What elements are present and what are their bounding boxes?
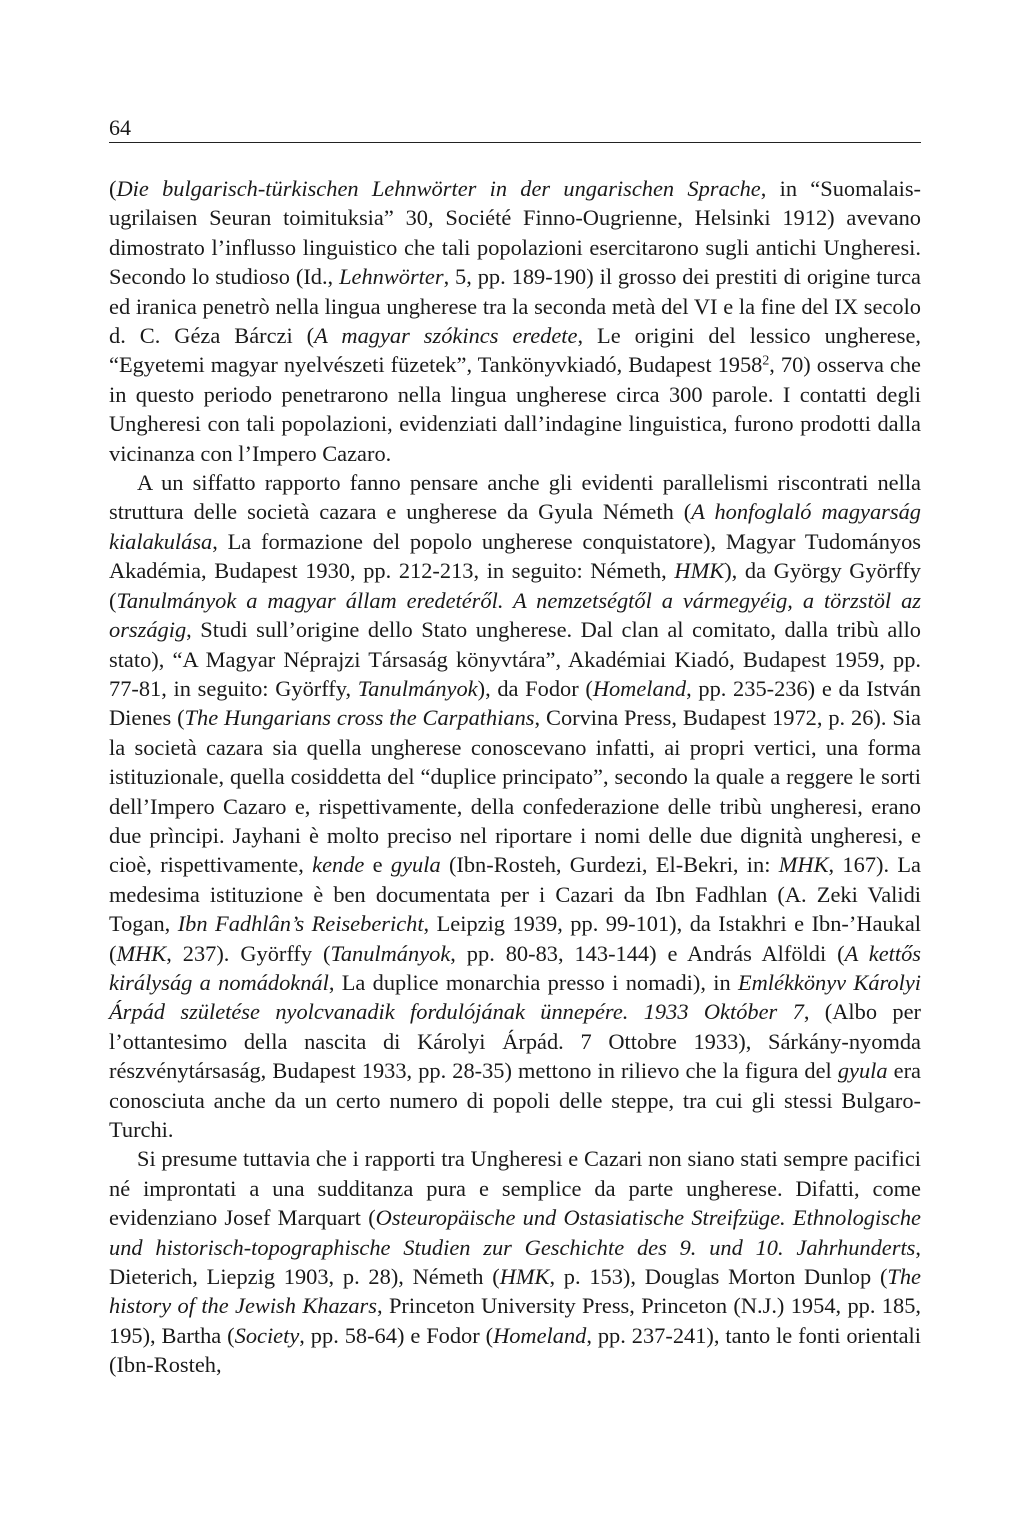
superscript: 2 bbox=[762, 353, 770, 369]
italic-text: Homeland bbox=[493, 1322, 587, 1348]
text-segment: , pp. 237-241), tanto le fonti orientali (Ibn-Rosteh, bbox=[109, 1322, 921, 1378]
text-segment: , Studi sull’origine dello Stato ungherese. Dal clan al comitato, dalla tribù allo stato), “A Magyar Néprajzi Társaság könyvtára”, Akadémiai Kiadó, Budapest 1959, pp. 77-81, in seguito: Györffy, bbox=[109, 617, 921, 701]
body-text bbox=[109, 174, 921, 1380]
italic-text: The Hungarians cross the Carpathians bbox=[184, 705, 535, 731]
italic-text: Ibn Fadhlân’s Reisebericht bbox=[177, 911, 424, 937]
italic-text: Society bbox=[234, 1322, 300, 1348]
italic-text: Tanulmányok bbox=[357, 675, 478, 701]
text-segment: , pp. 80-83, 143-144) e András Alföldi ( bbox=[450, 940, 845, 966]
italic-text: Osteuropäische und Ostasiatische Streifzüge. Ethnologische und historisch-topographische Studien zur Geschichte des 9. und 10. Jahrhunderts bbox=[109, 1205, 921, 1260]
italic-text: A kettős királyság a nomádoknál bbox=[109, 940, 921, 995]
italic-text: gyula bbox=[390, 852, 441, 878]
text-segment: , 167). La medesima istituzione è ben documentata per i Cazari da Ibn Fadhlan (A. Zeki Validi Togan, bbox=[109, 852, 921, 937]
paragraph bbox=[109, 468, 921, 1144]
text-segment: , pp. 58-64) e Fodor ( bbox=[299, 1322, 494, 1348]
text-segment: , p. 153), Douglas Morton Dunlop ( bbox=[549, 1264, 888, 1290]
text-segment: (Ibn-Rosteh, Gurdezi, El-Bekri, in: bbox=[440, 852, 779, 878]
italic-text: HMK bbox=[674, 558, 725, 584]
text-segment: , 5, pp. 189-190) il grosso dei prestiti di origine turca ed iranica penetrò nella lingua ungherese tra la seconda metà del VI e la fine del IX secolo d. C. Géza Bárczi ( bbox=[109, 264, 921, 349]
text-segment: ( bbox=[109, 176, 117, 201]
italic-text: Tanulmányok a magyar állam eredetéről. A nemzetségtől a vármegyéig, a törzstöl az országig bbox=[109, 587, 921, 643]
text-segment: A un siffatto rapporto fanno pensare anche gli evidenti parallelismi riscontrati nella struttura delle società cazara e ungherese da Gyula Németh ( bbox=[109, 470, 921, 525]
text-segment: , (Albo per l’ottantesimo della nascita di Károlyi Árpád. 7 Ottobre 1933), Sárkány-nyomda részvénytársaság, Budapest 1933, pp. 28-35) mettono in rilievo che la figura del bbox=[109, 999, 922, 1084]
text-segment: Si presume tuttavia che i rapporti tra Ungheresi e Cazari non siano stati sempre pacifici né improntati a una sudditanza pura e semplice da parte ungherese. Difatti, come evidenziano Josef Marquart ( bbox=[109, 1146, 921, 1231]
text-segment: , La formazione del popolo ungherese conquistatore), Magyar Tudományos Akadémia, Budapest 1930, pp. 212-213, in seguito: Németh, bbox=[109, 528, 921, 584]
text-segment: , Leipzig 1939, pp. 99-101), da Istakhri e Ibn-’Haukal ( bbox=[109, 911, 921, 966]
italic-text: A honfoglaló magyarság kialakulása bbox=[109, 499, 921, 554]
italic-text: Emlékkönyv Károlyi Árpád születése nyolcvanadik fordulójának ünnepére. 1933 Október 7 bbox=[109, 969, 921, 1025]
italic-text: kende bbox=[312, 852, 365, 878]
italic-text: Lehnwörter bbox=[339, 264, 444, 290]
italic-text: The history of the Jewish Khazars bbox=[109, 1264, 921, 1319]
italic-text: A magyar szókincs eredete bbox=[314, 323, 578, 349]
italic-text: Homeland bbox=[592, 675, 687, 701]
text-segment: , Le origini del lessico ungherese, “Egyetemi magyar nyelvészeti füzetek”, Tankönyvkiadó, Budapest 1958 bbox=[109, 323, 921, 378]
text-segment: , pp. 235-236) e da István Dienes ( bbox=[109, 675, 921, 731]
text-segment: , Corvina Press, Budapest 1972, p. 26). Sia la società cazara sia quella ungherese conoscevano infatti, ai propri vertici, una forma istituzionale, quella cosiddetta del “duplice principato”, secondo la quale a reggere le sorti dell’Impero Cazaro e, rispettivamente, della confederazione delle tribù ungheresi, erano due prìncipi. Jayhani è molto preciso nel riportare i nomi delle due dignità ungheresi, e cioè, rispettivamente, bbox=[109, 705, 921, 878]
text-segment: ), da György Györffy ( bbox=[109, 558, 922, 613]
italic-text: Die bulgarisch-türkischen Lehnwörter in der ungarischen Sprache bbox=[116, 176, 761, 201]
text-segment: e bbox=[364, 852, 391, 878]
text-segment: , Dieterich, Liepzig 1903, p. 28), Németh ( bbox=[109, 1234, 921, 1290]
italic-text: gyula bbox=[837, 1058, 888, 1084]
text-segment: , La duplice monarchia presso i nomadi), in bbox=[328, 969, 738, 995]
text-segment: , 237). Györffy ( bbox=[166, 940, 331, 966]
text-segment: ), da Fodor ( bbox=[477, 675, 593, 701]
page-number: 64 bbox=[109, 115, 131, 140]
paragraph bbox=[109, 1144, 921, 1379]
paragraph bbox=[109, 174, 921, 468]
italic-text: MHK bbox=[778, 852, 829, 878]
text-segment: , in “Suomalais-ugrilaisen Seuran toimituksia” 30, Société Finno-Ougrienne, Helsinki 1912) avevano dimostrato l’influsso linguistico che tali popolazioni esercitarono sugli antichi Ungheresi. Secondo lo studioso (Id., bbox=[109, 176, 921, 290]
header-rule bbox=[109, 142, 921, 143]
italic-text: HMK bbox=[499, 1264, 550, 1290]
italic-text: Tanulmányok bbox=[330, 940, 451, 966]
italic-text: MHK bbox=[116, 940, 167, 966]
text-segment: era conosciuta anche da un certo numero di popoli delle steppe, tra cui gli stessi Bulgaro-Turchi. bbox=[109, 1058, 921, 1142]
text-segment: , Princeton University Press, Princeton (N.J.) 1954, pp. 185, 195), Bartha ( bbox=[109, 1293, 921, 1348]
text-segment: , 70) osserva che in questo periodo penetrarono nella lingua ungherese circa 300 parole. I contatti degli Ungheresi con tali popolazioni, evidenziati dall’indagine linguistica, furono prodotti dalla vicinanza con l’Impero Cazaro. bbox=[109, 352, 921, 466]
